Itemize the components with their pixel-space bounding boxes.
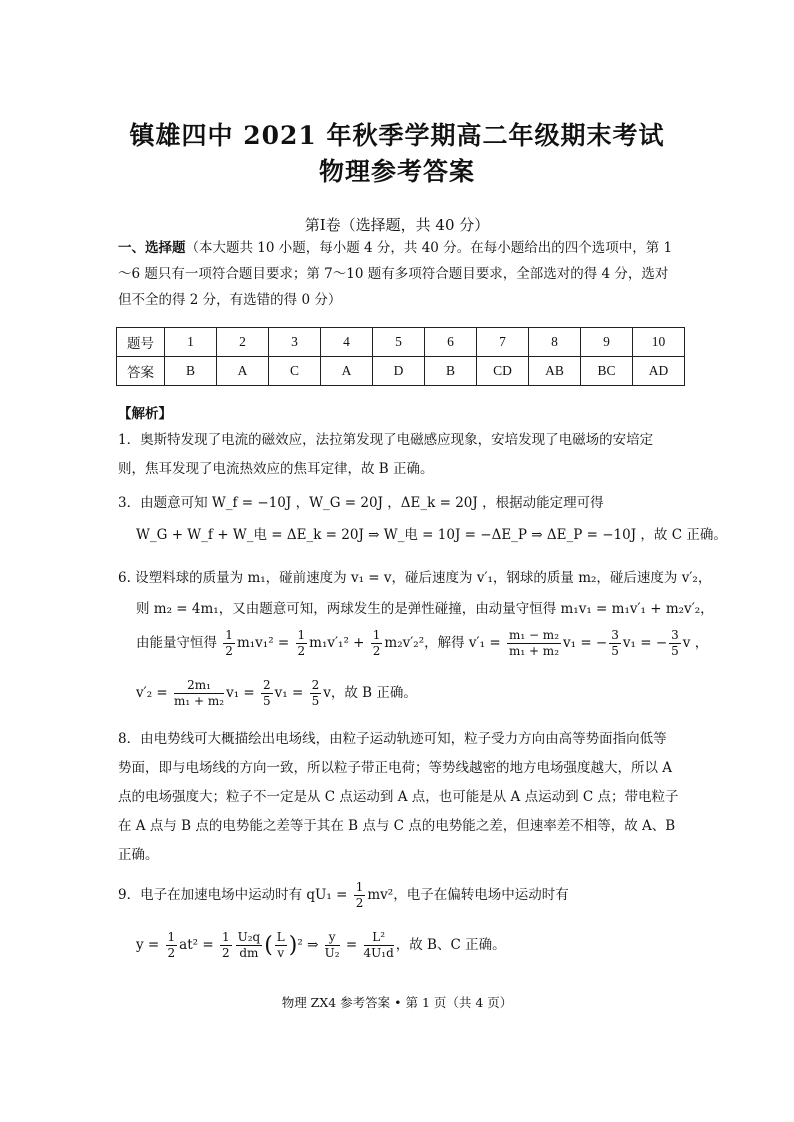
exam-subtitle: 物理参考答案	[318, 157, 475, 186]
table-cell: AB	[529, 357, 581, 386]
table-cell: 7	[477, 328, 529, 357]
fraction	[236, 930, 263, 961]
q6-text: v₁ = −	[563, 635, 608, 651]
fraction	[609, 628, 621, 659]
fraction	[223, 628, 235, 659]
fraction-denominator: 2	[167, 946, 176, 960]
section-title: 第Ⅰ卷（选择题，共 40 分）	[304, 216, 490, 234]
q9-text: ，故 B、C 正确。	[395, 937, 506, 953]
fraction	[354, 880, 366, 911]
fraction-denominator: m₁ + m₂	[508, 644, 559, 658]
table-cell: A	[217, 357, 269, 386]
fraction-numerator: 1	[221, 930, 230, 944]
fraction-numerator: 2m₁	[174, 678, 224, 694]
fraction	[371, 628, 383, 659]
fraction-denominator: 5	[611, 644, 619, 658]
table-cell: 2	[217, 328, 269, 357]
fraction	[507, 628, 561, 659]
intro-paragraph	[118, 235, 678, 313]
fraction-numerator: U₂q	[237, 930, 261, 944]
fraction-denominator: 2	[221, 946, 230, 960]
solution-q6-line2: 则 m₂ = 4m₁，又由题意可知，两球发生的是弹性碰撞，由动量守恒得 m₁v₁ = m₁v′₁ + m₂v′₂，	[136, 601, 714, 617]
exam-title: 镇雄四中 2021 年秋季学期高二年级期末考试	[129, 121, 665, 150]
fraction-denominator: 2	[355, 896, 364, 910]
analysis-label: 【解析】	[118, 406, 172, 422]
fraction	[261, 678, 273, 709]
table-cell: A	[321, 357, 373, 386]
table-cell: C	[269, 357, 321, 386]
fraction	[174, 678, 224, 709]
solution-q6-line4	[136, 678, 417, 709]
solution-q1: 1．奥斯特发现了电流的磁效应，法拉第发现了电磁感应现象，安培发现了电磁场的安培定则，焦耳发现了电流热效应的焦耳定律，故 B 正确。	[118, 432, 654, 477]
q9-text: mv²，电子在偏转电场中运动时有	[367, 887, 569, 903]
q9-text: 9．电子在加速电场中运动时有 qU₁ =	[118, 887, 352, 903]
solution-q3-line2: W_G + W_f + W_电 = ΔE_k = 20J ⇒ W_电 = 10J = −ΔE_P ⇒ ΔE_P = −10J ，故 C 正确。	[136, 527, 727, 543]
fraction-denominator: 4U₁d	[363, 946, 394, 960]
solution-q9-line2	[136, 930, 506, 961]
q9-text: =	[341, 937, 362, 953]
q9-text: at² =	[179, 937, 218, 953]
q6-text: v ，	[682, 635, 709, 651]
q6-text: m₂v′₂²	[384, 635, 425, 651]
table-header-cell: 题号	[117, 328, 165, 357]
fraction-numerator: 3	[671, 628, 679, 642]
fraction	[310, 678, 322, 709]
table-cell: 1	[165, 328, 217, 357]
fraction	[166, 930, 178, 961]
q6-text: m₁v₁² =	[236, 635, 294, 651]
fraction	[220, 930, 232, 961]
fraction-numerator: 1	[372, 628, 381, 642]
answer-table	[116, 327, 685, 386]
table-cell: CD	[477, 357, 529, 386]
table-cell: B	[165, 357, 217, 386]
q9-text: y =	[136, 937, 164, 953]
fraction-numerator: 1	[225, 628, 233, 642]
table-cell: 5	[373, 328, 425, 357]
q6-text: 由能量守恒得	[136, 635, 217, 651]
fraction-denominator: v	[277, 946, 285, 960]
table-cell: 3	[269, 328, 321, 357]
q6-text: m₁v′₁² +	[309, 635, 369, 651]
q6-text: v，故 B 正确。	[323, 685, 417, 701]
table-cell: 9	[581, 328, 633, 357]
fraction	[275, 930, 287, 961]
right-paren: )	[288, 933, 298, 958]
fraction	[364, 930, 394, 961]
table-row	[117, 357, 685, 386]
fraction-numerator: 1	[297, 628, 306, 642]
q6-text: v₁ = −	[622, 635, 668, 651]
fraction-numerator: 2	[311, 678, 320, 692]
q6-text: v′₂ =	[136, 685, 172, 701]
solution-q8: 8．由电势线可大概描绘出电场线，由粒子运动轨迹可知，粒子受力方向由高等势面指向低等势面，即与电场线的方向一致，所以粒子带正电荷；等势线越密的地方电场强度越大，所以 A 点的电场强度大；粒子不一定是从 C 点运动到 A 点，也可能是从 A 点运动到 C 点；带电粒子在 A 点与 B 点的电势能之差等于其在 B 点与 C 点的电势能之差，但速率差不相等，故 A、B 正确。	[118, 731, 679, 863]
intro-text: （本大题共 10 小题，每小题 4 分，共 40 分。在每小题给出的四个选项中，第 1～6 题只有一项符合题目要求；第 7～10 题有多项符合题目要求，全部选对的得 4 分，选对但不全的得 2 分，有选错的得 0 分）	[118, 240, 673, 308]
fraction-denominator: U₂	[324, 946, 340, 960]
q6-text: v₁ =	[226, 685, 259, 701]
table-cell: BC	[581, 357, 633, 386]
q6-text: ，解得 v′₁ =	[424, 635, 505, 651]
fraction-numerator: m₁ − m₂	[508, 628, 559, 642]
fraction-numerator: 1	[167, 930, 176, 944]
solution-q9-line1	[118, 880, 569, 911]
fraction-denominator: 5	[263, 694, 271, 708]
fraction-denominator: 5	[671, 644, 679, 658]
fraction-denominator: 5	[311, 694, 320, 708]
fraction-numerator: y	[325, 930, 340, 946]
table-cell: 10	[633, 328, 685, 357]
solution-q6-line1: 6. 设塑料球的质量为 m₁，碰前速度为 v₁ = v，碰后速度为 v′₁，钢球的质量 m₂，碰后速度为 v′₂，	[118, 570, 712, 586]
fraction-denominator: 2	[372, 644, 381, 658]
table-header-cell: 答案	[117, 357, 165, 386]
fraction	[296, 628, 308, 659]
table-cell: 8	[529, 328, 581, 357]
table-cell: D	[373, 357, 425, 386]
table-cell: B	[425, 357, 477, 386]
fraction-denominator: 2	[225, 644, 233, 658]
intro-label: 一、选择题	[118, 240, 186, 256]
fraction-denominator: dm	[239, 946, 259, 960]
fraction	[325, 930, 340, 961]
fraction-numerator: 1	[355, 880, 364, 894]
fraction-numerator: 2	[263, 678, 271, 692]
solution-q3-line1: 3．由题意可知 W_f = −10J ，W_G = 20J ，ΔE_k = 20J ，根据动能定理可得	[118, 495, 604, 511]
fraction-numerator: L²	[364, 930, 394, 946]
table-row	[117, 328, 685, 357]
fraction	[669, 628, 681, 659]
left-paren: (	[264, 933, 273, 958]
fraction-denominator: m₁ + m₂	[174, 694, 225, 708]
table-cell: AD	[633, 357, 685, 386]
table-cell: 4	[321, 328, 373, 357]
q6-text: v₁ =	[274, 685, 308, 701]
fraction-denominator: 2	[297, 644, 306, 658]
table-cell: 6	[425, 328, 477, 357]
fraction-numerator: 3	[611, 628, 619, 642]
fraction-numerator: L	[276, 930, 285, 944]
page-footer: 物理 ZX4 参考答案 • 第 1 页（共 4 页）	[281, 995, 513, 1010]
solution-q6-line3	[136, 628, 708, 659]
q9-text: ² ⇒	[297, 937, 323, 953]
